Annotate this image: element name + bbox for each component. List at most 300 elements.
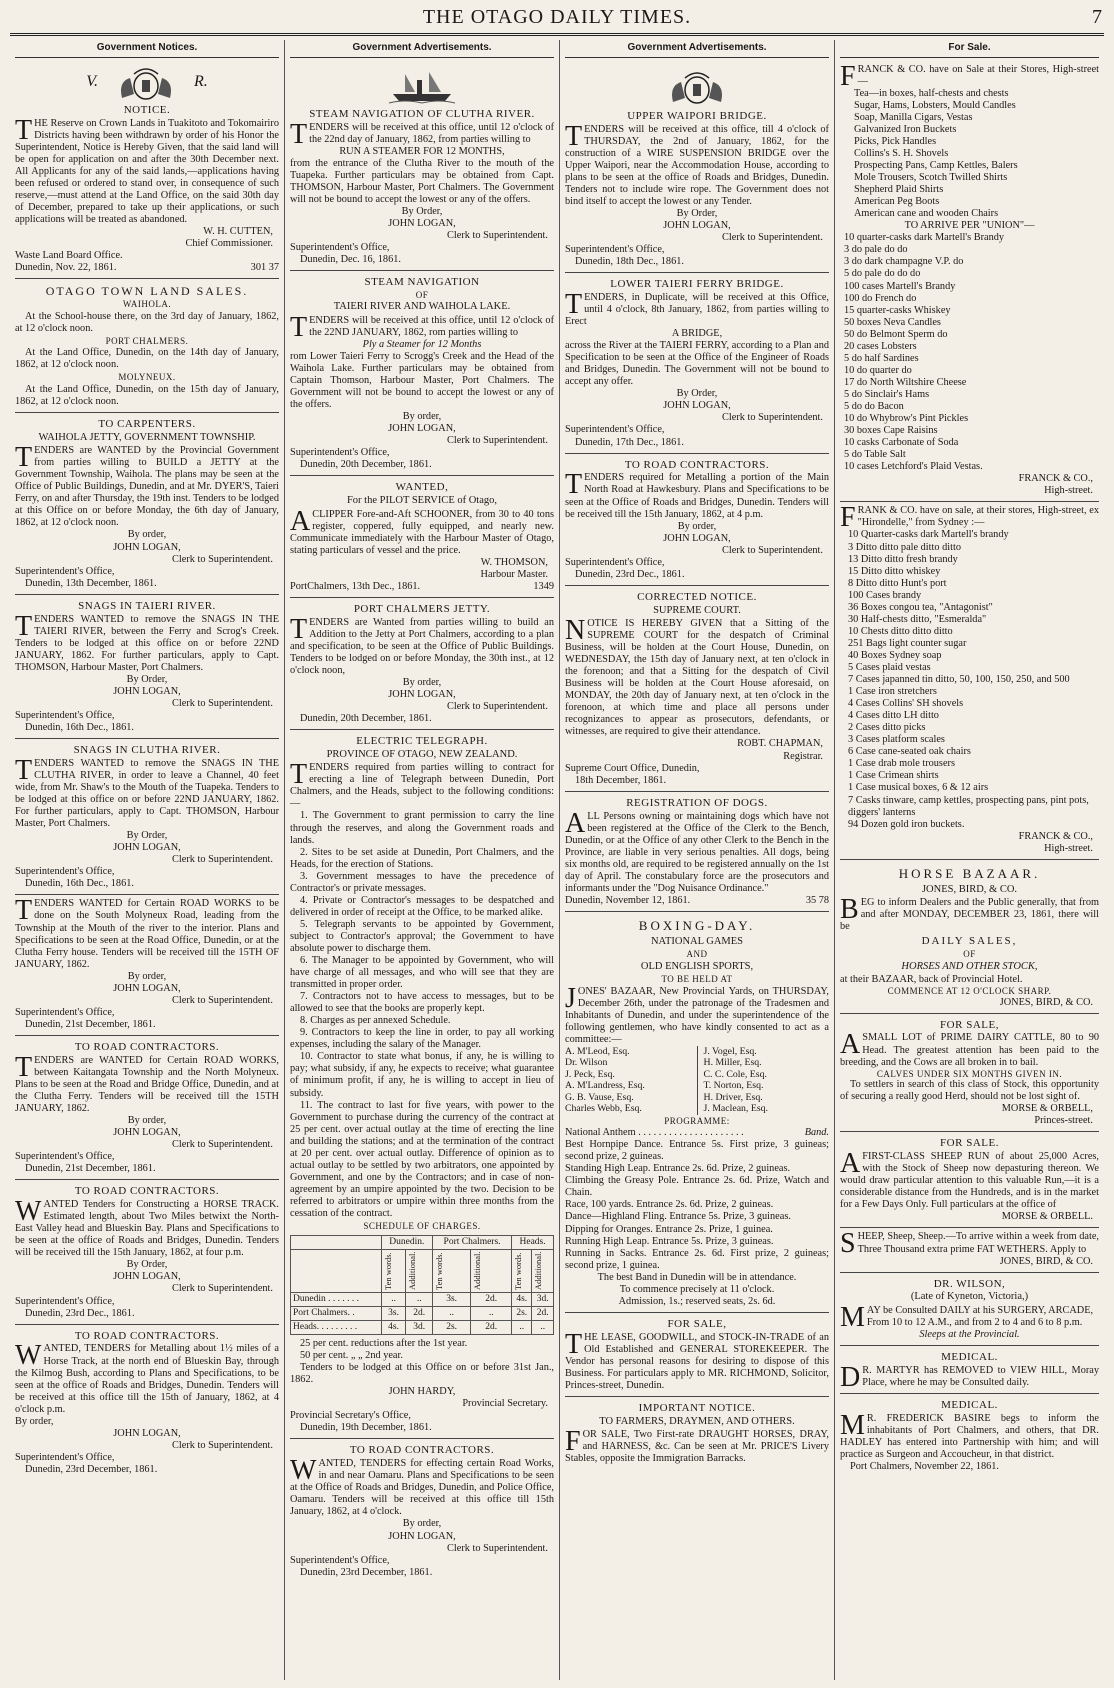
list-item: Prospecting Pans, Camp Kettles, Balers [854, 160, 1018, 172]
condition-item: 8. Charges as per annexed Schedule. [300, 1015, 451, 1027]
list-item: 251 Bags light counter sugar [848, 637, 967, 649]
list-item: 5 do pale do do do [844, 268, 921, 280]
list-item: 3 do pale do do [844, 244, 908, 256]
dogs-number: 35 78 [805, 894, 829, 906]
dairy-cattle-ad [840, 1014, 1099, 1133]
condition-item: 5. Telegraph servants to be appointed by Government, subject to Contractor's approval; the Government to have absolute power to discharge them. [290, 918, 554, 954]
franck-hirondelle-list [840, 529, 1099, 830]
list-item: Collins's S. H. Shovels [854, 148, 949, 160]
list-item: C. C. Cole, Esq. [703, 1068, 767, 1080]
list-item: 50 do Belmont Sperm do [844, 328, 948, 340]
schedule-col-dunedin: Dunedin. [381, 1235, 432, 1249]
royal-cipher [15, 64, 279, 102]
royal-crest-icon [667, 68, 727, 106]
list-item: Climbing the Greasy Pole. Entrance 2s. 6d. Prize, Watch and Chain. [565, 1175, 829, 1199]
horse-bazaar-signature: JONES, BIRD, & CO. [999, 996, 1093, 1008]
lower-taieri-signature: JOHN LOGAN, [663, 400, 731, 412]
carpenters-by-order: By order, [127, 529, 167, 541]
schedule-sub: Additional. [533, 1251, 544, 1290]
taieri-steam-heading-2: TAIERI RIVER AND WAIHOLA LAKE. [333, 301, 511, 313]
table-cell: Heads. . . . . . . . . [291, 1320, 382, 1334]
sale-waihola-text: At the School-house there, on the 3rd day of January, 1862, at 12 o'clock noon. [15, 310, 279, 334]
list-item: American Peg Boots [854, 196, 940, 208]
column-4-header: For Sale. [840, 40, 1099, 58]
table-cell: 3s. [381, 1306, 406, 1320]
table-cell: .. [471, 1306, 512, 1320]
notice-heading: NOTICE. [123, 103, 171, 116]
clutha-steam-signature-title: Clerk to Superintendent. [447, 229, 548, 241]
condition-item: 11. The contract to last for five years, with power to the Government to purchase during the currency of the contract at 25 per cent. over actual outlay at the time of erecting the line and building the stations; and at the termination of the contract at 20 per cent. over actual outlay. Difference of opinion as to actual outlay to be settled by two arbitrators, one appointed by Government, and one by the Contractors; and in case of non-agreement by an umpire appointed by the two. Decision to be referred to arbitrators or umpire within three months from the cessation of the contract. [290, 1099, 554, 1219]
dairy-cattle-calves: CALVES UNDER SIX MONTHS GIVEN IN. [876, 1068, 1063, 1079]
table-cell: 3d. [532, 1292, 554, 1306]
horse-bazaar-ad [840, 860, 1099, 1014]
schedule-heading: SCHEDULE OF CHARGES. [363, 1221, 481, 1232]
supreme-court-ad [565, 586, 829, 792]
table-row [291, 1320, 554, 1334]
telegraph-body: TENDERS required from parties willing to contract for erecting a line of Telegraph between Dunedin, Port Chalmers, and the Heads, subject to the following conditions:— [290, 759, 554, 810]
dairy-cattle-heading: FOR SALE, [940, 1018, 999, 1031]
snags-clutha-signature: JOHN LOGAN, [113, 842, 181, 854]
snags-clutha-ad [15, 739, 279, 895]
list-item: Picks, Pick Handles [854, 135, 937, 147]
supreme-court-heading: SUPREME COURT. [653, 604, 741, 616]
important-notice-body: FOR SALE, Two First-rate DRAUGHT HORSES, DRAY, and HARNESS, &c. Can be seen at Mr. PRICE'S Livery Stables, opposite the Immigration Barracks. [565, 1426, 829, 1465]
list-item: 5 do half Sardines [844, 352, 919, 364]
metalling-track-heading: TO ROAD CONTRACTORS. [74, 1329, 220, 1342]
kaitangata-road-by-order: By order, [127, 1115, 167, 1127]
taieri-steam-by-order: By order, [402, 411, 442, 423]
clutha-steam-by-order: By Order, [401, 205, 443, 217]
list-item: J. Vogel, Esq. [703, 1045, 757, 1057]
lease-sale-body: THE LEASE, GOODWILL, and STOCK-IN-TRADE of an Old Established and GENERAL STOREKEEPER. The Vendor has personal reasons for desiring to dispose of this Business. For particulars apply to MR. RICHMOND, Solicitor, Princes-street, Dunedin. [565, 1328, 829, 1391]
franck-arrive-list [840, 232, 1099, 473]
list-item: Dr. Wilson [565, 1057, 608, 1069]
boxing-subheading-4: TO BE HELD AT [661, 974, 733, 985]
jetty-signature: JOHN LOGAN, [388, 688, 456, 700]
horse-track-signature: JOHN LOGAN, [113, 1271, 181, 1283]
franck-hirondelle-signature-title: High-street. [1044, 842, 1093, 854]
snags-clutha-signature-title: Clerk to Superintendent. [172, 854, 273, 866]
table-cell: 2s. [432, 1320, 470, 1334]
sale-molyneux-heading: MOLYNEUX. [118, 372, 176, 383]
taieri-steam-of: OF [415, 289, 429, 300]
snags-clutha-heading: SNAGS IN CLUTHA RIVER. [73, 744, 221, 757]
list-item: 10 do quarter do [844, 364, 912, 376]
franck-stores-signature-title: High-street. [1044, 485, 1093, 497]
schedule-col-heads: Heads. [512, 1235, 554, 1249]
schooner-signature-title: Harbour Master. [480, 568, 548, 580]
schedule-corner-2 [291, 1249, 382, 1292]
horse-track-heading: TO ROAD CONTRACTORS. [74, 1185, 220, 1198]
table-cell: 2s. [512, 1306, 532, 1320]
schedule-table [290, 1235, 554, 1335]
crown-lands-notice [15, 61, 279, 279]
jetty-body: TENDERS are Wanted from parties willing to build an Addition to the Jetty at Port Chalmers, according to a plan and specification, to be seen at the Office of Public Buildings. Tenders to be lodged on or before Monday, the 30th inst., at 12 o'clock noon, [290, 613, 554, 676]
telegraph-ad [290, 730, 554, 1439]
jetty-heading: PORT CHALMERS JETTY. [353, 602, 491, 615]
molyneux-road-signature: JOHN LOGAN, [113, 982, 181, 994]
list-item: 20 cases Lobsters [844, 340, 917, 352]
carpenters-ad [15, 413, 279, 595]
carpenters-office: Superintendent's Office, [15, 565, 115, 577]
molyneux-road-body: TENDERS WANTED for Certain ROAD WORKS to be done on the South Molyneux Road, leading from the Township at the Mouth of the river to the interior. Plans and Specifications to be seen at the Road Office, Dunedin, or at the Clutha Ferry house. Tenders will be received till the 15TH OF JANUARY, 1862. [15, 895, 279, 970]
list-item: 5 Cases plaid vestas [848, 661, 931, 673]
list-item: 40 Boxes Sydney soap [848, 649, 942, 661]
clutha-steam-office: Superintendent's Office, [290, 242, 390, 254]
notice-body: THE Reserve on Crown Lands in Tuakitoto and Tokomairiro Districts having been withdrawn by order of his Honor the Superintendent, Notice is Hereby Given, that the said land will be open for application on and after the 30th December next. All Applicants for any of the said lands,—applications having been refused or ordered to stand over, in consequence of such reserve,—must attend at the Land Office, on the said 30th day of December, prepared to take up their applications, or such applications will be treated as abandoned. [15, 114, 279, 225]
table-cell: 4s. [512, 1292, 532, 1306]
oamaru-road-signature: JOHN LOGAN, [388, 1530, 456, 1542]
schedule-col-port: Port Chalmers. [432, 1235, 511, 1249]
condition-item: 10. Contractor to state what bonus, if any, he is willing to pay; what subsidy, if any, he expects to receive; what guarantee of minimum profit, if any, he is willing to accept in lieu of subsidy. [290, 1051, 554, 1099]
oamaru-road-body: WANTED, TENDERS for effecting certain Road Works, in and near Oamaru. Plans and Specifications to be seen at the Office of Roads and Bridges, Dunedin, and Police Office, Oamaru. Tenders will be received at this office till 15th January, 1862, at 4 o'clock. [290, 1455, 554, 1518]
schooner-date: PortChalmers, 13th Dec., 1861. [290, 580, 421, 592]
upper-waipori-body: TENDERS will be received at this office, till 4 o'clock of THURSDAY, the 2nd of January, 1862, for the construction of a WIRE SUSPENSION BRIDGE over the Upper Waipori, near the Accommodation House, according to plans to be seen at the office of Roads and Bridges, Dunedin. Tenders not to include wire rope. The Government does not bind itself to accept the lowest or any Tender. [565, 120, 829, 207]
telegraph-heading: ELECTRIC TELEGRAPH. [356, 735, 488, 748]
list-item: 5 do do Bacon [844, 401, 904, 412]
list-item: 100 Cases brandy [848, 589, 922, 601]
molyneux-road-ad [15, 895, 279, 1036]
clutha-steam-date: Dunedin, Dec. 16, 1861. [300, 254, 401, 266]
list-item: 1 Case iron stretchers [848, 686, 937, 698]
list-item: 15 quarter-casks Whiskey [844, 304, 951, 316]
taieri-steam-signature: JOHN LOGAN, [388, 423, 456, 435]
telegraph-subheading: PROVINCE OF OTAGO, NEW ZEALAND. [326, 748, 518, 760]
committee-list [565, 1046, 829, 1115]
franck-stores-ad [840, 61, 1099, 503]
taieri-steam-body-2: rom Lower Taieri Ferry to Scrogg's Creek and the Head of the Waihola Lake. Further particulars may be obtained from Captain Thomson, Harbour Master, Port Chalmers. The Government will not be bound to accept the lowest or any of the offers. [290, 350, 554, 411]
dairy-cattle-signature-title: Princes-street. [1034, 1115, 1093, 1127]
dogs-body: ALL Persons owning or maintaining dogs which have not been registered at the Office of the Clerk to the Bench, Dunedin, or at the Office of any other Clerk to the Bench in the Province, are liable in very serious penalties. All dogs, being six months old, are required to be registered annually on the 1st day of April. The constabulary force are the prosecutors and informants under the "Dog Nuisance Ordinance." [565, 807, 829, 894]
upper-waipori-office: Superintendent's Office, [565, 244, 665, 256]
list-item: 1 Case musical boxes, 6 & 12 airs [848, 782, 989, 794]
medical-basire-body: MR. FREDERICK BASIRE begs to inform the inhabitants of Port Chalmers, and others, that DR. HADLEY has entered into Partnership with him; and will practice as Surgeon and Accoucheur, in that district. [840, 1409, 1099, 1460]
schedule-header-row [291, 1235, 554, 1249]
sheep-run-signature: MORSE & ORBELL. [1001, 1211, 1093, 1223]
table-cell: Dunedin . . . . . . . [291, 1292, 382, 1306]
taieri-steam-date: Dunedin, 20th December, 1861. [300, 459, 432, 471]
notice-number: 301 37 [250, 262, 279, 274]
hawkesbury-road-ad [565, 454, 829, 586]
hawkesbury-road-body: TENDERS required for Metalling a portion of the Main North Road at Hawkesbury. Plans and Specifications to be seen at the Office of Roads and Bridges, Dunedin. Tenders will be received till the 15th January, 1862, at 4 p.m. [565, 469, 829, 520]
oamaru-road-ad [290, 1439, 554, 1582]
boxing-day-heading: BOXING-DAY. [638, 917, 756, 933]
list-item: 10 Quarter-casks dark Martell's brandy [848, 529, 1009, 541]
upper-waipori-heading: UPPER WAIPORI BRIDGE. [627, 109, 767, 122]
table-row [291, 1292, 554, 1306]
supreme-court-signature-title: Registrar. [783, 750, 823, 762]
horse-bazaar-heading: HORSE BAZAAR. [898, 865, 1041, 881]
list-item: 4 Cases ditto LH ditto [848, 710, 939, 722]
boxing-subheading-2: AND [686, 949, 708, 960]
clutha-steam-ad [290, 61, 554, 271]
snags-taieri-signature-title: Clerk to Superintendent. [172, 697, 273, 709]
horse-bazaar-body: BEG to inform Dealers and the Public generally, that from and after MONDAY, DECEMBER 23, 1861, there will be [840, 894, 1099, 933]
boxing-subheading-1: NATIONAL GAMES [650, 936, 744, 948]
list-item: 10 Chests ditto ditto ditto [848, 625, 953, 637]
list-item: 5 do Table Salt [844, 449, 906, 461]
fat-wethers-ad [840, 1228, 1099, 1272]
lower-taieri-heading: LOWER TAIERI FERRY BRIDGE. [610, 278, 784, 291]
condition-item: 6. The Manager to be appointed by Government, who will have charge of all messages, and who will see that they are transmitted in proper order. [290, 955, 554, 991]
list-item: 30 Half-chests ditto, "Esmeralda" [848, 613, 987, 625]
kaitangata-road-heading: TO ROAD CONTRACTORS. [74, 1040, 220, 1053]
notice-signature-title: Chief Commissioner. [185, 238, 273, 250]
schooner-number: 1349 [533, 580, 554, 592]
list-item: Sugar, Hams, Lobsters, Mould Candles [854, 99, 1016, 111]
list-item: Running in Sacks. Entrance 2s. 6d. First prize, 2 guineas; second prize, 1 guinea. [565, 1247, 829, 1271]
lower-taieri-bridge: A BRIDGE, [671, 328, 723, 340]
carpenters-subheading: WAIHOLA JETTY, GOVERNMENT TOWNSHIP. [38, 431, 256, 443]
taieri-steam-ply: Ply a Steamer for 12 Months [362, 338, 482, 350]
notice-signature: W. H. CUTTEN, [203, 225, 273, 237]
dr-wilson-sleeps: Sleeps at the Provincial. [919, 1328, 1020, 1340]
list-item: 3 Cases platform scales [848, 734, 945, 746]
schedule-sub: Additional. [407, 1251, 418, 1290]
boxing-band-note: The best Band in Dunedin will be in attendance. [597, 1271, 797, 1283]
dairy-cattle-body: ASMALL LOT of PRIME DAIRY CATTLE, 80 to 90 Head. The greatest attention has been paid to the breeding, and the Cows are all broken in to bail. [840, 1029, 1099, 1068]
metalling-track-signature: JOHN LOGAN, [113, 1427, 181, 1439]
dairy-cattle-signature: MORSE & ORBELL, [1001, 1103, 1093, 1115]
list-item: 30 boxes Cape Raisins [844, 425, 938, 437]
upper-waipori-signature-title: Clerk to Superintendent. [722, 231, 823, 243]
snags-taieri-signature: JOHN LOGAN, [113, 685, 181, 697]
lease-sale-ad [565, 1313, 829, 1397]
kaitangata-road-office: Superintendent's Office, [15, 1151, 115, 1163]
corrected-notice-heading: CORRECTED NOTICE. [637, 590, 757, 603]
table-cell: .. [432, 1306, 470, 1320]
sheep-run-ad [840, 1132, 1099, 1228]
list-item: 17 do North Wiltshire Cheese [844, 376, 967, 388]
metalling-track-signature-title: Clerk to Superintendent. [172, 1439, 273, 1451]
snags-taieri-ad [15, 595, 279, 739]
hawkesbury-road-heading: TO ROAD CONTRACTORS. [624, 458, 770, 471]
list-item: Tea—in boxes, half-chests and chests [854, 87, 1009, 99]
schedule-sub: Additional. [472, 1251, 483, 1290]
carpenters-body: TENDERS are WANTED by the Provincial Government from parties willing to BUILD a JETTY at the Government Township, Waihola. The plans may be seen at the Office of Public Buildings, Dunedin, and at Mr. DYER'S, Taieri Ferry, on and after Thursday, the 19th inst. Tenders to be lodged at this Office on or before Monday, the 6th day of January, 1862, at 12 o'clock noon. [15, 442, 279, 529]
table-cell: 2d. [471, 1292, 512, 1306]
lower-taieri-by-order: By Order, [676, 388, 718, 400]
royal-crest-icon [116, 64, 176, 102]
molyneux-road-by-order: By order, [127, 970, 167, 982]
list-item: 100 do French do [844, 292, 917, 304]
masthead-rule [10, 33, 1104, 36]
reduction-2: 50 per cent. „ „ 2nd year. [300, 1350, 403, 1362]
taieri-steam-signature-title: Clerk to Superintendent. [447, 435, 548, 447]
schedule-corner [291, 1235, 382, 1249]
list-item: H. Driver, Esq. [703, 1091, 763, 1103]
table-cell: 4s. [381, 1320, 406, 1334]
list-item: H. Miller, Esq. [703, 1057, 762, 1069]
supreme-court-date: 18th December, 1861. [575, 774, 667, 786]
table-row [291, 1306, 554, 1320]
carpenters-signature: JOHN LOGAN, [113, 541, 181, 553]
jetty-by-order: By order, [402, 676, 442, 688]
clutha-steam-body: TENDERS will be received at this office, until 12 o'clock of the 22nd day of January, 1862, from parties willing to [290, 118, 554, 150]
clutha-steam-signature: JOHN LOGAN, [388, 217, 456, 229]
list-item: G. B. Vause, Esq. [565, 1091, 634, 1103]
masthead-title: THE OTAGO DAILY TIMES. [422, 6, 692, 28]
list-item: 7 Cases japanned tin ditto, 50, 100, 150, 250, and 500 [848, 674, 1070, 686]
column-1 [10, 40, 285, 1680]
jetty-ad [290, 598, 554, 730]
list-item: 100 cases Martell's Brandy [844, 280, 956, 292]
list-item: 3 Ditto ditto pale ditto ditto [848, 541, 961, 553]
horse-track-office: Superintendent's Office, [15, 1295, 115, 1307]
horse-bazaar-body-2: at their BAZAAR, back of Provincial Hotel. [840, 974, 1023, 986]
sheep-run-heading: FOR SALE. [940, 1137, 999, 1150]
lease-sale-heading: FOR SALE, [667, 1317, 727, 1330]
snags-clutha-body: TENDERS WANTED to remove the SNAGS IN THE CLUTHA RIVER, in order to leave a Channel, 40 feet wide, from Mr. Shaw's to the Mouth of the Tuapeka. Tenders to be lodged at this office on or before 22ND JANUARY, 1862. For further particulars, apply to Capt. THOMSON, Harbour Master, Port Chalmers. [15, 754, 279, 830]
committee-right [697, 1046, 830, 1115]
snags-clutha-date: Dunedin, 16th Dec., 1861. [25, 878, 134, 890]
franck-stores-signature: FRANCK & CO., [1018, 473, 1093, 485]
schooner-heading: WANTED, [395, 481, 449, 494]
telegraph-conditions [290, 810, 554, 1220]
hawkesbury-road-office: Superintendent's Office, [565, 556, 665, 568]
table-cell: 3s. [432, 1292, 470, 1306]
dogs-date: Dunedin, November 12, 1861. [565, 894, 691, 906]
carpenters-signature-title: Clerk to Superintendent. [172, 553, 273, 565]
franck-stores-list [840, 88, 1099, 221]
snags-taieri-date: Dunedin, 16th Dec., 1861. [25, 722, 134, 733]
table-cell: .. [381, 1292, 406, 1306]
snags-taieri-body: TENDERS WANTED to remove the SNAGS IN THE TAIERI RIVER, between the Ferry and Scrog's Creek. Tenders to be lodged at this office on or before 22ND JANUARY, 1862. For further particulars, apply to Capt. THOMSON, Harbour Master, Port Chalmers. [15, 610, 279, 673]
horse-bazaar-daily: DAILY SALES, [921, 935, 1018, 948]
dogs-heading: REGISTRATION OF DOGS. [626, 796, 768, 809]
dr-wilson-heading: DR. WILSON, [933, 1277, 1006, 1290]
column-2 [285, 40, 560, 1680]
list-item: 94 Dozen gold iron buckets. [848, 818, 965, 830]
metalling-track-by-order: By order, [15, 1415, 54, 1427]
telegraph-signature: JOHN HARDY, [388, 1386, 456, 1398]
notice-office: Waste Land Board Office. [15, 250, 123, 262]
list-item: 5 do Sinclair's Hams [844, 388, 930, 400]
anthem-band: Band. [804, 1127, 829, 1139]
list-item: 1 Case drab mole trousers [848, 758, 955, 770]
table-cell: .. [512, 1320, 532, 1334]
notice-date: Dunedin, Nov. 22, 1861. [15, 262, 117, 274]
metalling-track-body: WANTED, TENDERS for Metalling about 1½ miles of a Horse Track, at the north end of Blueskin Bay, through the Kilmog Bush, according to Plans and Specifications, to be seen at the office of Roads and Bridges, Dunedin. Tenders will be received at this office till the 15th of January, 1862, at 4 o'clock p.m. [15, 1340, 279, 1415]
supreme-court-signature: ROBT. CHAPMAN, [737, 738, 823, 750]
schedule-sub: Ten words. [382, 1251, 393, 1290]
boxing-admission: Admission, 1s.; reserved seats, 2s. 6d. [618, 1295, 776, 1307]
sale-waihola-heading: WAIHOLA. [122, 299, 172, 310]
cipher-v: V. [86, 73, 98, 91]
metalling-track-date: Dunedin, 23rd December, 1861. [25, 1463, 158, 1475]
table-cell: 3d. [406, 1320, 432, 1334]
list-item: 13 Ditto ditto fresh brandy [848, 553, 958, 565]
list-item: 10 casks Carbonate of Soda [844, 437, 959, 449]
list-item: Standing High Leap. Entrance 2s. 6d. Prize, 2 guineas. [565, 1163, 791, 1175]
lower-taieri-ad [565, 273, 829, 453]
lower-taieri-signature-title: Clerk to Superintendent. [722, 412, 823, 424]
oamaru-road-signature-title: Clerk to Superintendent. [447, 1542, 548, 1554]
list-item: Galvanized Iron Buckets [854, 123, 957, 135]
medical-martyr-heading: MEDICAL. [941, 1350, 998, 1363]
table-cell: 2d. [406, 1306, 432, 1320]
list-item: Mole Trousers, Scotch Twilled Shirts [854, 172, 1008, 184]
list-item: 1 Case Crimean shirts [848, 770, 939, 782]
horse-bazaar-firm: JONES, BIRD, & CO. [921, 883, 1018, 895]
list-item: 10 quarter-casks dark Martell's Brandy [844, 232, 1005, 244]
clutha-steam-run: RUN A STEAMER FOR 12 MONTHS, [339, 145, 505, 157]
upper-waipori-by-order: By Order, [676, 207, 718, 219]
carpenters-date: Dunedin, 13th December, 1861. [25, 577, 157, 589]
dr-wilson-body: MAY be Consulted DAILY at his SURGERY, ARCADE, [840, 1301, 1094, 1333]
molyneux-road-date: Dunedin, 21st December, 1861. [25, 1018, 156, 1030]
horse-bazaar-stock: HORSES AND OTHER STOCK, [901, 960, 1038, 972]
reduction-1: 25 per cent. reductions after the 1st year. [300, 1338, 468, 1349]
list-item: A. M'Landress, Esq. [565, 1080, 645, 1092]
telegraph-signature-title: Provincial Secretary. [462, 1398, 548, 1410]
taieri-steam-ad [290, 271, 554, 476]
medical-basire-date: Port Chalmers, November 22, 1861. [850, 1460, 999, 1472]
list-item: Running High Leap. Entrance 5s. Prize, 3 guineas. [565, 1235, 774, 1247]
dr-wilson-subheading: (Late of Kyneton, Victoria,) [910, 1291, 1029, 1303]
condition-item: 2. Sites to be set aside at Dunedin, Port Chalmers, and the Heads, for the erection of Stations. [290, 846, 554, 870]
horse-track-ad [15, 1180, 279, 1324]
lower-taieri-body: TENDERS, in Duplicate, will be received at this Office, until 4 o'clock, 8th January, 1862, from parties willing to Erect [565, 288, 829, 328]
franck-hirondelle-ad [840, 502, 1099, 859]
oamaru-road-office: Superintendent's Office, [290, 1554, 390, 1566]
boxing-body: JONES' BAZAAR, New Provincial Yards, on THURSDAY, December 26th, under the patronage of the Tradesmen and Inhabitants of Dunedin, and under the superintendence of the following gentlemen, who have kindly consented to act as a committee:— [565, 982, 829, 1045]
medical-martyr-ad [840, 1346, 1099, 1394]
table-cell: .. [406, 1292, 432, 1306]
franck-hirondelle-signature: FRANCK & CO., [1018, 830, 1093, 842]
snags-clutha-office: Superintendent's Office, [15, 866, 115, 878]
schooner-signature: W. THOMSON, [480, 556, 548, 568]
list-item: T. Norton, Esq. [703, 1080, 764, 1092]
column-2-header: Government Advertisements. [290, 40, 554, 58]
condition-item: 9. Contractors to keep the line in order, to pay all working expenses, including the salary of the Manager. [290, 1027, 554, 1051]
list-item: Dance—Highland Fling. Entrance 5s. Prize, 3 guineas. [565, 1211, 791, 1223]
molyneux-road-signature-title: Clerk to Superintendent. [172, 994, 273, 1006]
franck-stores-intro: FRANCK & CO. have on Sale at their Stores, High-street— [840, 60, 1099, 92]
boxing-day-ad [565, 912, 829, 1313]
sale-port-chalmers-text: At the Land Office, Dunedin, on the 14th day of January, 1862, at 12 o'clock noon. [15, 347, 279, 371]
horse-track-body: WANTED Tenders for Constructing a HORSE TRACK. Estimated length, about Two Miles betwixt the North-East Valley head and Blueskin Bay. Plans and Specifications to be seen at the office of Roads and Bridges, Dunedin. Tenders will be received till the 15th January, 1862, at four p.m. [15, 1196, 279, 1259]
horse-track-signature-title: Clerk to Superintendent. [172, 1283, 273, 1295]
fat-wethers-body: SHEEP, Sheep, Sheep.—To arrive within a week from date, Three Thousand extra prime FAT WETHERS. Apply to [840, 1228, 1099, 1260]
medical-basire-ad [840, 1394, 1099, 1477]
metalling-track-office: Superintendent's Office, [15, 1451, 115, 1463]
sheep-run-body: AFIRST-CLASS SHEEP RUN of about 25,000 Acres, with the Stock of Sheep now depasturing thereon. We would draw particular attention to this valuable Run,—it is a considerable distance from the Hundreds, and is in the market for a Few Days Only. Full particulars at the office of [840, 1148, 1099, 1211]
supreme-court-body: NOTICE IS HEREBY GIVEN that a Sitting of the SUPREME COURT for the despatch of Criminal Business, will be holden at the Court House, Dunedin, on WEDNESDAY, the 15th day of January next, at ten o'clock in the forenoon; and that a Sitting for the despatch of Civil Business will be holden at the Court House aforesaid, on MONDAY, the 20th day of January next, at ten o'clock in the forenoon, at which time and place all persons under recognizances to appear as prosecutors, defendants, or witnesses, are required to give their attendance. [565, 615, 829, 738]
dr-wilson-ad [840, 1273, 1099, 1346]
metalling-track-ad [15, 1325, 279, 1480]
clutha-steam-body-2: from the entrance of the Clutha River to the mouth of the Tuapeka. Further particulars may be obtained from Capt. THOMSON, Harbour Master, Port Chalmers. The Government will not be bound to accept the lowest or any of the offers. [290, 157, 554, 205]
important-notice-ad [565, 1397, 829, 1469]
schooner-wanted-ad [290, 476, 554, 597]
upper-waipori-date: Dunedin, 18th Dec., 1861. [575, 256, 684, 268]
oamaru-road-heading: TO ROAD CONTRACTORS. [349, 1444, 495, 1457]
kaitangata-road-body: TENDERS are WANTED for Certain ROAD WORKS, between Kaitangata Township and the North Molyneux. Plans to be seen at the Road and Bridge Office, Dunedin, and at the Clutha Ferry. Tenders will be received till the 15TH JANUARY, 1862. [15, 1051, 279, 1114]
jetty-signature-title: Clerk to Superintendent. [447, 701, 548, 713]
franck-hirondelle-intro: FRANK & CO. have on sale, at their stores, High-street, ex "Hirondelle," from Sydney :— [840, 502, 1099, 534]
hawkesbury-road-date: Dunedin, 23rd Dec., 1861. [575, 568, 685, 580]
programme-heading: PROGRAMME: [664, 1115, 730, 1126]
molyneux-road-office: Superintendent's Office, [15, 1006, 115, 1018]
town-sales-heading: OTAGO TOWN LAND SALES. [45, 284, 249, 299]
list-item: 4 Cases Collins' SH shovels [848, 698, 964, 710]
list-item: 3 do dark champagne V.P. do [844, 256, 964, 268]
taieri-steam-heading: STEAM NAVIGATION [364, 276, 480, 289]
medical-martyr-body: DR. MARTYR has REMOVED to VIEW HILL, Moray Place, where he may be Consulted daily. [840, 1361, 1099, 1393]
important-notice-subheading: TO FARMERS, DRAYMEN, AND OTHERS. [599, 1415, 795, 1427]
dr-wilson-hours: From 10 to 12 A.M., and from 2 to 4 and 6 to 8 p.m. [866, 1316, 1083, 1328]
masthead [10, 6, 1104, 36]
